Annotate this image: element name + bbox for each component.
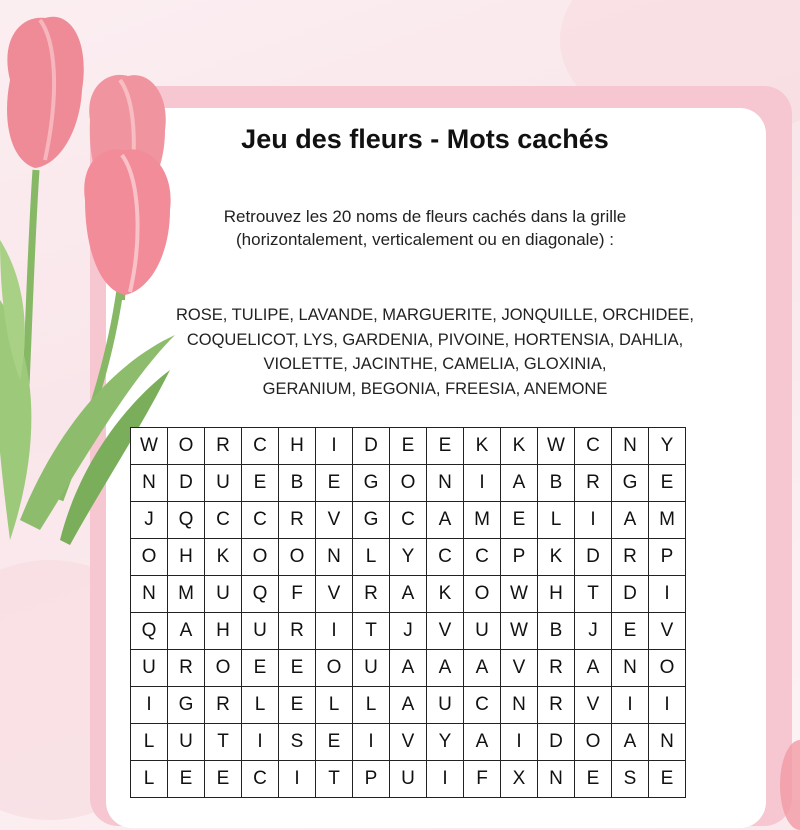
grid-cell[interactable]: R: [205, 428, 242, 465]
grid-cell[interactable]: A: [390, 576, 427, 613]
grid-cell[interactable]: I: [575, 502, 612, 539]
grid-cell[interactable]: A: [464, 724, 501, 761]
grid-cell[interactable]: A: [427, 650, 464, 687]
grid-cell[interactable]: K: [464, 428, 501, 465]
grid-cell[interactable]: F: [464, 761, 501, 798]
grid-cell[interactable]: A: [501, 465, 538, 502]
grid-cell[interactable]: K: [501, 428, 538, 465]
grid-cell[interactable]: D: [575, 539, 612, 576]
grid-cell[interactable]: O: [131, 539, 168, 576]
grid-cell[interactable]: O: [464, 576, 501, 613]
grid-cell[interactable]: H: [205, 613, 242, 650]
grid-cell[interactable]: C: [242, 428, 279, 465]
grid-cell[interactable]: I: [649, 576, 686, 613]
grid-cell[interactable]: N: [427, 465, 464, 502]
grid-cell[interactable]: O: [242, 539, 279, 576]
grid-cell[interactable]: H: [168, 539, 205, 576]
grid-cell[interactable]: M: [649, 502, 686, 539]
grid-cell[interactable]: N: [649, 724, 686, 761]
grid-cell[interactable]: T: [205, 724, 242, 761]
grid-cell[interactable]: G: [353, 502, 390, 539]
grid-cell[interactable]: G: [353, 465, 390, 502]
grid-cell[interactable]: T: [353, 613, 390, 650]
grid-cell[interactable]: V: [316, 576, 353, 613]
grid-cell[interactable]: A: [612, 724, 649, 761]
grid-row: [131, 576, 686, 613]
grid-cell[interactable]: L: [131, 761, 168, 798]
grid-cell[interactable]: O: [390, 465, 427, 502]
grid-cell[interactable]: I: [427, 761, 464, 798]
grid-cell[interactable]: I: [649, 687, 686, 724]
grid-cell[interactable]: J: [131, 502, 168, 539]
grid-cell[interactable]: E: [390, 428, 427, 465]
grid-cell[interactable]: L: [316, 687, 353, 724]
grid-cell[interactable]: E: [575, 761, 612, 798]
grid-cell[interactable]: O: [205, 650, 242, 687]
grid-cell[interactable]: C: [242, 502, 279, 539]
grid-cell[interactable]: E: [427, 428, 464, 465]
grid-cell[interactable]: Q: [242, 576, 279, 613]
grid-cell[interactable]: P: [649, 539, 686, 576]
grid-cell[interactable]: N: [501, 687, 538, 724]
grid-cell[interactable]: M: [168, 576, 205, 613]
grid-cell[interactable]: R: [353, 576, 390, 613]
grid-cell[interactable]: J: [390, 613, 427, 650]
grid-cell[interactable]: A: [390, 687, 427, 724]
grid-cell[interactable]: I: [242, 724, 279, 761]
grid-cell[interactable]: P: [353, 761, 390, 798]
grid-cell[interactable]: U: [353, 650, 390, 687]
grid-cell[interactable]: N: [612, 428, 649, 465]
grid-cell[interactable]: R: [279, 502, 316, 539]
grid-cell[interactable]: V: [427, 613, 464, 650]
grid-cell[interactable]: V: [316, 502, 353, 539]
grid-cell[interactable]: L: [353, 687, 390, 724]
grid-cell[interactable]: U: [242, 613, 279, 650]
grid-cell[interactable]: I: [131, 687, 168, 724]
grid-cell[interactable]: C: [575, 428, 612, 465]
grid-cell[interactable]: Y: [427, 724, 464, 761]
grid-cell[interactable]: D: [168, 465, 205, 502]
instruction-line: Retrouvez les 20 noms de fleurs cachés dans la grille: [223, 207, 627, 226]
grid-cell[interactable]: A: [612, 502, 649, 539]
grid-cell[interactable]: N: [612, 650, 649, 687]
grid-cell[interactable]: C: [390, 502, 427, 539]
word-list-line: GERANIUM, BEGONIA, FREESIA, ANEMONE: [262, 379, 608, 398]
grid-cell[interactable]: N: [316, 539, 353, 576]
grid-cell[interactable]: E: [205, 761, 242, 798]
grid-cell[interactable]: A: [575, 650, 612, 687]
grid-cell[interactable]: B: [538, 613, 575, 650]
grid-cell[interactable]: H: [538, 576, 575, 613]
grid-cell[interactable]: G: [168, 687, 205, 724]
grid-cell[interactable]: G: [612, 465, 649, 502]
grid-cell[interactable]: C: [427, 539, 464, 576]
grid-cell[interactable]: C: [242, 761, 279, 798]
grid-cell[interactable]: I: [612, 687, 649, 724]
grid-cell[interactable]: A: [168, 613, 205, 650]
grid-cell[interactable]: E: [649, 465, 686, 502]
grid-cell[interactable]: E: [279, 650, 316, 687]
grid-cell[interactable]: L: [242, 687, 279, 724]
grid-cell[interactable]: E: [316, 724, 353, 761]
grid-cell[interactable]: R: [538, 687, 575, 724]
grid-cell[interactable]: L: [538, 502, 575, 539]
grid-cell[interactable]: N: [131, 465, 168, 502]
grid-cell[interactable]: Y: [390, 539, 427, 576]
grid-cell[interactable]: V: [390, 724, 427, 761]
grid-cell[interactable]: E: [168, 761, 205, 798]
grid-cell[interactable]: R: [538, 650, 575, 687]
word-list-line: VIOLETTE, JACINTHE, CAMELIA, GLOXINIA,: [263, 355, 607, 373]
grid-row: [131, 539, 686, 576]
grid-cell[interactable]: O: [575, 724, 612, 761]
grid-cell[interactable]: U: [464, 613, 501, 650]
grid-cell[interactable]: L: [353, 539, 390, 576]
grid-row: [131, 687, 686, 724]
grid-cell[interactable]: O: [279, 539, 316, 576]
grid-cell[interactable]: U: [427, 687, 464, 724]
grid-cell[interactable]: P: [501, 539, 538, 576]
grid-cell[interactable]: D: [353, 428, 390, 465]
grid-cell[interactable]: W: [538, 428, 575, 465]
grid-cell[interactable]: X: [501, 761, 538, 798]
grid-cell[interactable]: I: [353, 724, 390, 761]
grid-cell[interactable]: Q: [131, 613, 168, 650]
grid-cell[interactable]: N: [131, 576, 168, 613]
grid-cell[interactable]: U: [390, 761, 427, 798]
grid-cell[interactable]: K: [538, 539, 575, 576]
word-list: [150, 303, 720, 401]
grid-cell[interactable]: I: [279, 761, 316, 798]
grid-cell[interactable]: I: [501, 724, 538, 761]
grid-cell[interactable]: Y: [649, 428, 686, 465]
grid-cell[interactable]: T: [316, 761, 353, 798]
page-title: Jeu des fleurs - Mots cachés: [241, 124, 609, 154]
grid-cell[interactable]: C: [464, 539, 501, 576]
grid-row: [131, 613, 686, 650]
grid-cell[interactable]: A: [464, 650, 501, 687]
grid-cell[interactable]: T: [575, 576, 612, 613]
grid-row: [131, 761, 686, 798]
grid-cell[interactable]: U: [205, 576, 242, 613]
instructions: [150, 205, 700, 251]
word-list-line: ROSE, TULIPE, LAVANDE, MARGUERITE, JONQUILLE, ORCHIDEE,: [175, 306, 695, 324]
grid-cell[interactable]: V: [575, 687, 612, 724]
grid-cell[interactable]: S: [279, 724, 316, 761]
grid-cell[interactable]: K: [427, 576, 464, 613]
grid-cell[interactable]: V: [649, 613, 686, 650]
grid-cell[interactable]: B: [279, 465, 316, 502]
grid-cell[interactable]: E: [316, 465, 353, 502]
grid-cell[interactable]: I: [316, 613, 353, 650]
word-search-grid: [130, 427, 686, 798]
grid-cell[interactable]: B: [538, 465, 575, 502]
grid-cell[interactable]: S: [612, 761, 649, 798]
grid-cell[interactable]: O: [316, 650, 353, 687]
grid-cell[interactable]: J: [575, 613, 612, 650]
grid-cell[interactable]: O: [168, 428, 205, 465]
grid-cell[interactable]: D: [538, 724, 575, 761]
grid-cell[interactable]: E: [279, 687, 316, 724]
grid-cell[interactable]: I: [316, 428, 353, 465]
grid-cell[interactable]: W: [501, 613, 538, 650]
grid-cell[interactable]: C: [205, 502, 242, 539]
grid-cell[interactable]: K: [205, 539, 242, 576]
grid-cell[interactable]: U: [131, 650, 168, 687]
grid-cell[interactable]: L: [131, 724, 168, 761]
grid-cell[interactable]: A: [390, 650, 427, 687]
grid-cell[interactable]: E: [242, 650, 279, 687]
instruction-line: (horizontalement, verticalement ou en diagonale) :: [236, 230, 614, 249]
grid-cell[interactable]: R: [612, 539, 649, 576]
grid-cell[interactable]: W: [501, 576, 538, 613]
grid-cell[interactable]: U: [205, 465, 242, 502]
grid-cell[interactable]: R: [279, 613, 316, 650]
grid-row: [131, 724, 686, 761]
grid-cell[interactable]: M: [464, 502, 501, 539]
grid-cell[interactable]: O: [649, 650, 686, 687]
grid-cell[interactable]: E: [242, 465, 279, 502]
grid-cell[interactable]: R: [168, 650, 205, 687]
grid-row: [131, 502, 686, 539]
grid-cell[interactable]: H: [279, 428, 316, 465]
grid-row: [131, 428, 686, 465]
grid-row: [131, 650, 686, 687]
grid-cell[interactable]: W: [131, 428, 168, 465]
grid-cell[interactable]: N: [538, 761, 575, 798]
grid-cell[interactable]: E: [612, 613, 649, 650]
grid-cell[interactable]: A: [427, 502, 464, 539]
word-list-line: COQUELICOT, LYS, GARDENIA, PIVOINE, HORTENSIA, DAHLIA,: [186, 330, 684, 349]
grid-cell[interactable]: U: [168, 724, 205, 761]
grid-cell[interactable]: R: [205, 687, 242, 724]
grid-cell[interactable]: V: [501, 650, 538, 687]
grid-cell[interactable]: Q: [168, 502, 205, 539]
grid-cell[interactable]: E: [649, 761, 686, 798]
grid-row: [131, 465, 686, 502]
grid-cell[interactable]: E: [501, 502, 538, 539]
grid-cell[interactable]: I: [464, 465, 501, 502]
grid-cell[interactable]: F: [279, 576, 316, 613]
grid-cell[interactable]: D: [612, 576, 649, 613]
grid-cell[interactable]: R: [575, 465, 612, 502]
grid-cell[interactable]: C: [464, 687, 501, 724]
